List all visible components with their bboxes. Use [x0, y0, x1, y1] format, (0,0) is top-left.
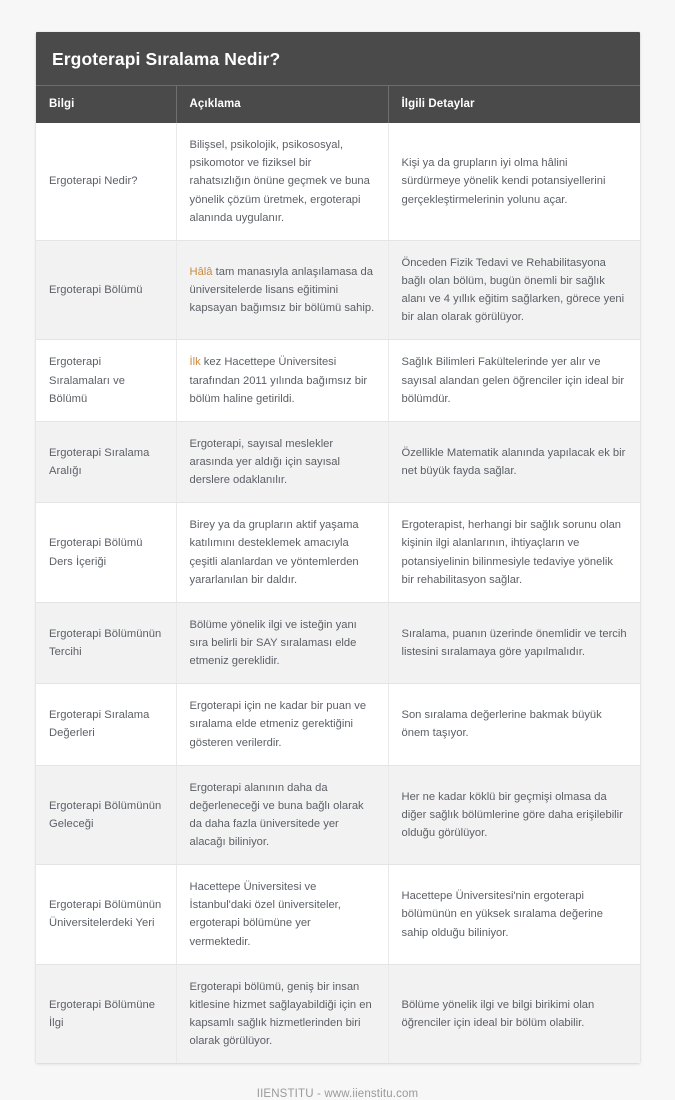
row-label-cell: Ergoterapi Bölümünün Tercihi [36, 602, 176, 683]
info-card [36, 32, 640, 1063]
row-description-cell: Bölüme yönelik ilgi ve isteğin yanı sıra belirli bir SAY sıralaması elde etmeniz gereklidir. [176, 602, 388, 683]
row-details-cell: Sağlık Bilimleri Fakültelerinde yer alır ve sayısal alandan gelen öğrenciler için ideal bir bölümdür. [388, 340, 640, 421]
column-header-detaylar: İlgili Detaylar [388, 86, 640, 124]
row-description-text: tam manasıyla anlaşılamasa da üniversitelerde lisans eğitimini kapsayan bağımsız bir bölümü sahip. [189, 265, 375, 315]
column-header-bilgi: Bilgi [36, 86, 176, 124]
table-header [36, 86, 640, 124]
row-label-cell: Ergoterapi Bölümünün Geleceği [36, 765, 176, 865]
table-row [36, 765, 640, 865]
table-row [36, 421, 640, 502]
table-row [36, 964, 640, 1063]
table-row [36, 123, 640, 240]
row-description-cell [176, 340, 388, 421]
row-details-cell: Hacettepe Üniversitesi'nin ergoterapi bölümünün en yüksek sıralama değerine sahip olduğu biliniyor. [388, 865, 640, 965]
row-description-cell: Birey ya da grupların aktif yaşama katılımını desteklemek amacıyla çeşitli alanlardan ve yöntemlerden yararlanılan bir daldır. [176, 503, 388, 603]
row-description-cell: Ergoterapi için ne kadar bir puan ve sıralama elde etmeniz gerektiğini gösteren verilerdir. [176, 684, 388, 765]
row-description-cell: Ergoterapi bölümü, geniş bir insan kitlesine hizmet sağlayabildiği için en kapsamlı sağlık hizmetlerinden biri olarak görülüyor. [176, 964, 388, 1063]
row-details-cell: Kişi ya da grupların iyi olma hâlini sürdürmeye yönelik kendi potansiyellerini gerçekleştirmelerinin yolunu açar. [388, 123, 640, 240]
row-details-cell: Sıralama, puanın üzerinde önemlidir ve tercih listesini sıralamaya göre yapılmalıdır. [388, 602, 640, 683]
row-label-cell: Ergoterapi Bölümünün Üniversitelerdeki Yeri [36, 865, 176, 965]
row-label-cell: Ergoterapi Bölümüne İlgi [36, 964, 176, 1063]
row-details-cell: Bölüme yönelik ilgi ve bilgi birikimi olan öğrenciler için ideal bir bölüm olabilir. [388, 964, 640, 1063]
table-body [36, 123, 640, 1063]
row-details-cell: Ergoterapist, herhangi bir sağlık sorunu olan kişinin ilgi alanlarının, ihtiyaçların ve potansiyelinin bilinmesiyle tedaviye yönelik bir rehabilitasyon sağlar. [388, 503, 640, 603]
table-row [36, 240, 640, 340]
row-details-cell: Her ne kadar köklü bir geçmişi olmasa da diğer sağlık bölümlerine göre daha erişilebilir olduğu görülüyor. [388, 765, 640, 865]
row-description-cell [176, 240, 388, 340]
row-description-cell: Ergoterapi alanının daha da değerleneceği ve buna bağlı olarak da daha fazla üniversitede yer alacağı biliniyor. [176, 765, 388, 865]
row-description-cell: Hacettepe Üniversitesi ve İstanbul'daki özel üniversiteler, ergoterapi bölümüne yer vermektedir. [176, 865, 388, 965]
column-header-aciklama: Açıklama [176, 86, 388, 124]
highlighted-keyword: İlk [189, 356, 201, 369]
table-row [36, 865, 640, 965]
highlighted-keyword: Hâlâ [189, 265, 213, 278]
table-row [36, 684, 640, 765]
row-details-cell: Özellikle Matematik alanında yapılacak ek bir net büyük fayda sağlar. [388, 421, 640, 502]
table-row [36, 340, 640, 421]
row-description-cell: Ergoterapi, sayısal meslekler arasında yer aldığı için sayısal derslere odaklanılır. [176, 421, 388, 502]
row-description-cell: Bilişsel, psikolojik, psikososyal, psikomotor ve fiziksel bir rahatsızlığın önüne geçmek ve buna yönelik çözüm üretmek, ergoterapi alanında uygulanır. [176, 123, 388, 240]
row-label-cell: Ergoterapi Nedir? [36, 123, 176, 240]
table-row [36, 503, 640, 603]
row-label-cell: Ergoterapi Bölümü Ders İçeriği [36, 503, 176, 603]
footer-attribution: IIENSTITU - www.iienstitu.com [256, 1088, 419, 1100]
row-description-text: kez Hacettepe Üniversitesi tarafından 2011 yılında bağımsız bir bölüm haline getirildi. [189, 356, 368, 405]
table-row [36, 602, 640, 683]
row-details-cell: Önceden Fizik Tedavi ve Rehabilitasyona bağlı olan bölüm, bugün önemli bir sağlık alanı ve 4 yıllık eğitim sağlarken, görece yeni bir alan olarak görülüyor. [388, 240, 640, 340]
row-label-cell: Ergoterapi Sıralamaları ve Bölümü [36, 340, 176, 421]
info-table [36, 85, 640, 1063]
row-label-cell: Ergoterapi Sıralama Değerleri [36, 684, 176, 765]
row-label-cell: Ergoterapi Sıralama Aralığı [36, 421, 176, 502]
table-header-row [36, 86, 640, 124]
row-details-cell: Son sıralama değerlerine bakmak büyük önem taşıyor. [388, 684, 640, 765]
row-label-cell: Ergoterapi Bölümü [36, 240, 176, 340]
page-title: Ergoterapi Sıralama Nedir? [36, 32, 640, 85]
